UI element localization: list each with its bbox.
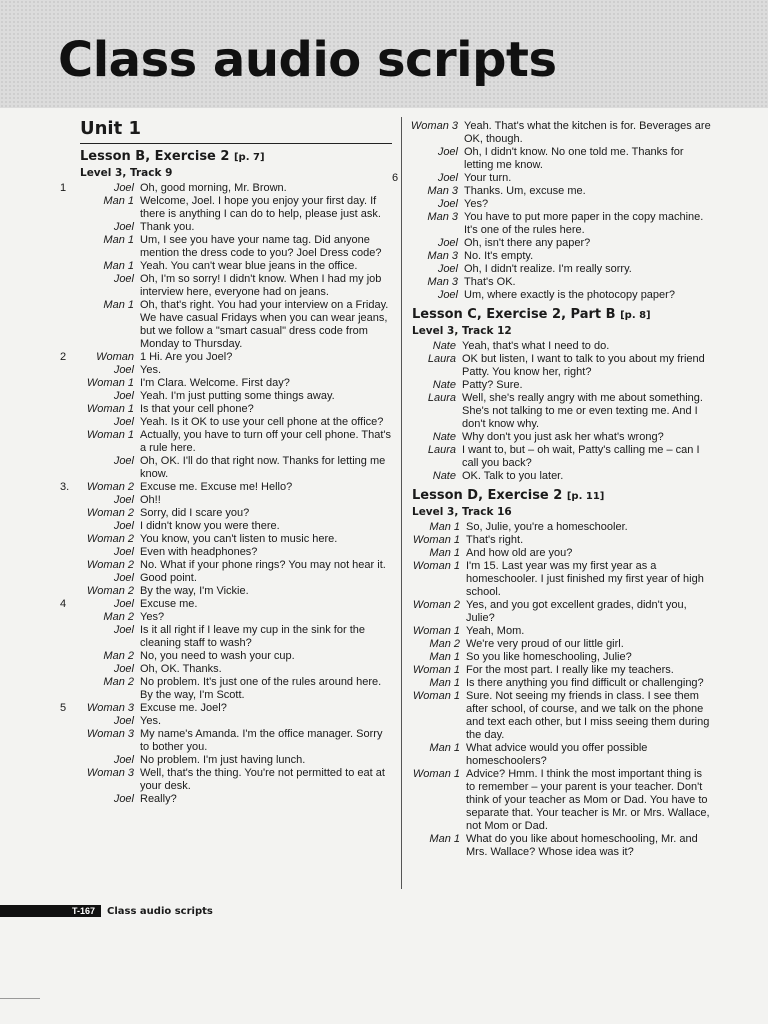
script-line bbox=[80, 507, 392, 520]
dialogue-text: Well, she's really angry with me about something. She's not talking to me or even texting me. And I don't know why. bbox=[462, 392, 703, 430]
speaker-name: Woman 2 bbox=[86, 507, 134, 519]
script-lines bbox=[412, 340, 712, 483]
dialogue-text: Yeah, that's what I need to do. bbox=[462, 340, 610, 352]
script-line bbox=[80, 650, 392, 663]
speaker-name: Man 3 bbox=[427, 250, 458, 262]
speaker-name: Nate bbox=[432, 379, 456, 391]
lesson-heading bbox=[412, 488, 712, 505]
speaker-name: Man 1 bbox=[429, 547, 460, 559]
dialogue-text: That's right. bbox=[466, 534, 524, 546]
dialogue-text: Thank you. bbox=[140, 221, 195, 233]
dialogue-text: Really? bbox=[140, 793, 177, 805]
script-line bbox=[412, 560, 712, 599]
dialogue-text: Oh, good morning, Mr. Brown. bbox=[140, 182, 287, 194]
dialogue-text: Is it all right if I leave my cup in the sink for the cleaning staff to wash? bbox=[140, 624, 365, 649]
script-line bbox=[412, 198, 712, 211]
dialogue-text: Um, I see you have your name tag. Did anyone mention the dress code to you? Joel Dress code? bbox=[140, 234, 382, 259]
dialogue-text: Excuse me. bbox=[140, 598, 198, 610]
title-banner bbox=[0, 0, 768, 108]
line-number: 1 bbox=[60, 182, 67, 194]
speaker-name: Woman 3 bbox=[86, 728, 134, 740]
script-line bbox=[412, 444, 712, 470]
speaker-name: Joel bbox=[113, 572, 134, 584]
script-line bbox=[412, 625, 712, 638]
dialogue-text: No problem. I'm just having lunch. bbox=[140, 754, 306, 766]
lesson-heading bbox=[412, 307, 712, 324]
dialogue-text: By the way, I'm Vickie. bbox=[140, 585, 249, 597]
dialogue-text: Oh, that's right. You had your interview on a Friday. We have casual Fridays when you can wear jeans, but we follow a "smart casual" dress code from Monday to Thursday. bbox=[140, 299, 389, 350]
dialogue-text: OK but listen, I want to talk to you about my friend Patty. You know her, right? bbox=[462, 353, 705, 378]
script-line bbox=[60, 481, 392, 494]
script-line bbox=[80, 793, 392, 806]
dialogue-text: Even with headphones? bbox=[140, 546, 258, 558]
speaker-name: Woman 2 bbox=[86, 585, 134, 597]
script-line bbox=[80, 390, 392, 403]
line-number: 6 bbox=[392, 172, 399, 184]
script-line bbox=[80, 572, 392, 585]
dialogue-text: What advice would you offer possible homeschoolers? bbox=[466, 742, 648, 767]
script-line bbox=[412, 470, 712, 483]
dialogue-text: Is there anything you find difficult or challenging? bbox=[466, 677, 704, 689]
speaker-name: Nate bbox=[432, 340, 456, 352]
speaker-name: Joel bbox=[113, 624, 134, 636]
speaker-name: Man 1 bbox=[103, 234, 134, 246]
speaker-name: Man 2 bbox=[429, 638, 460, 650]
dialogue-text: Advice? Hmm. I think the most important thing is to remember – your parent is your teacher. Don't think of your teacher as Mom or Dad. You have to separate that. Your teacher is Mr. or Mrs. Wallace, not Mom or Dad. bbox=[466, 768, 710, 832]
track-heading: Level 3, Track 12 bbox=[412, 325, 512, 337]
line-number: 2 bbox=[60, 351, 67, 363]
dialogue-text: Um, where exactly is the photocopy paper? bbox=[464, 289, 675, 301]
dialogue-text: And how old are you? bbox=[466, 547, 573, 559]
script-line bbox=[412, 353, 712, 379]
dialogue-text: Oh, OK. Thanks. bbox=[140, 663, 222, 675]
speaker-name: Joel bbox=[113, 715, 134, 727]
script-line bbox=[412, 276, 712, 289]
speaker-name: Man 2 bbox=[103, 650, 134, 662]
script-line bbox=[60, 702, 392, 715]
script-line bbox=[412, 677, 712, 690]
left-column bbox=[60, 118, 392, 806]
speaker-name: Joel bbox=[113, 494, 134, 506]
script-line bbox=[412, 185, 712, 198]
lesson-title: Lesson C, Exercise 2, Part B bbox=[412, 307, 616, 322]
dialogue-text: My name's Amanda. I'm the office manager. Sorry to bother you. bbox=[140, 728, 383, 753]
dialogue-text: Oh, OK. I'll do that right now. Thanks for letting me know. bbox=[140, 455, 386, 480]
script-line bbox=[412, 146, 712, 172]
dialogue-text: Why don't you just ask her what's wrong? bbox=[462, 431, 664, 443]
dialogue-text: Oh, I'm so sorry! I didn't know. When I had my job interview here, everyone had on jeans. bbox=[140, 273, 382, 298]
dialogue-text: Oh, I didn't realize. I'm really sorry. bbox=[464, 263, 632, 275]
dialogue-text: No problem. It's just one of the rules around here. By the way, I'm Scott. bbox=[140, 676, 382, 701]
script-line bbox=[80, 533, 392, 546]
script-line bbox=[80, 611, 392, 624]
lesson-page-ref: [p. 7] bbox=[233, 152, 265, 163]
script-line bbox=[80, 624, 392, 650]
script-line bbox=[80, 585, 392, 598]
speaker-name: Man 1 bbox=[103, 260, 134, 272]
speaker-name: Woman 2 bbox=[412, 599, 460, 611]
page-title: Class audio scripts bbox=[58, 32, 557, 88]
speaker-name: Woman 1 bbox=[412, 625, 460, 637]
speaker-name: Laura bbox=[427, 392, 456, 404]
footer-rule bbox=[0, 998, 40, 999]
speaker-name: Woman 2 bbox=[86, 481, 134, 493]
dialogue-text: Yeah. That's what the kitchen is for. Beverages are OK, though. bbox=[464, 120, 711, 145]
speaker-name: Nate bbox=[432, 431, 456, 443]
speaker-name: Woman 3 bbox=[86, 767, 134, 779]
speaker-name: Man 2 bbox=[103, 676, 134, 688]
script-line bbox=[412, 651, 712, 664]
dialogue-text: Yes, and you got excellent grades, didn't you, Julie? bbox=[466, 599, 687, 624]
dialogue-text: Oh!! bbox=[140, 494, 161, 506]
dialogue-text: I'm Clara. Welcome. First day? bbox=[140, 377, 290, 389]
dialogue-text: Welcome, Joel. I hope you enjoy your first day. If there is anything I can do to help, please just ask. bbox=[140, 195, 381, 220]
dialogue-text: Yes. bbox=[140, 364, 162, 376]
script-line bbox=[80, 299, 392, 351]
speaker-name: Woman 3 bbox=[410, 120, 458, 132]
speaker-name: Woman 1 bbox=[86, 377, 134, 389]
speaker-name: Joel bbox=[113, 663, 134, 675]
speaker-name: Woman 1 bbox=[412, 768, 460, 780]
dialogue-text: Thanks. Um, excuse me. bbox=[464, 185, 586, 197]
dialogue-text: Sure. Not seeing my friends in class. I see them after school, of course, and we talk on the phone and text each other, but I miss seeing them during the day. bbox=[466, 690, 710, 741]
script-line bbox=[80, 377, 392, 390]
speaker-name: Joel bbox=[113, 546, 134, 558]
script-line bbox=[80, 728, 392, 754]
script-line bbox=[80, 273, 392, 299]
dialogue-text: You know, you can't listen to music here. bbox=[140, 533, 338, 545]
script-line bbox=[80, 364, 392, 377]
line-number: 3. bbox=[60, 481, 70, 493]
script-line bbox=[60, 598, 392, 611]
script-line bbox=[412, 664, 712, 677]
script-line bbox=[60, 351, 392, 364]
speaker-name: Woman 2 bbox=[86, 559, 134, 571]
script-line bbox=[412, 599, 712, 625]
script-line bbox=[60, 182, 392, 195]
dialogue-text: Yes? bbox=[464, 198, 489, 210]
dialogue-text: Yes? bbox=[140, 611, 165, 623]
column-divider bbox=[401, 117, 402, 889]
script-line bbox=[412, 768, 712, 833]
dialogue-text: 1 Hi. Are you Joel? bbox=[140, 351, 233, 363]
line-number: 5 bbox=[60, 702, 67, 714]
script-line bbox=[80, 546, 392, 559]
dialogue-text: So you like homeschooling, Julie? bbox=[466, 651, 632, 663]
script-line bbox=[80, 559, 392, 572]
dialogue-text: Oh, I didn't know. No one told me. Thanks for letting me know. bbox=[464, 146, 684, 171]
dialogue-text: That's OK. bbox=[464, 276, 516, 288]
script-line bbox=[392, 172, 712, 185]
track-heading: Level 3, Track 9 bbox=[80, 167, 173, 179]
dialogue-text: What do you like about homeschooling, Mr. and Mrs. Wallace? Whose idea was it? bbox=[466, 833, 698, 858]
speaker-name: Joel bbox=[113, 390, 134, 402]
dialogue-text: Well, that's the thing. You're not permitted to eat at your desk. bbox=[140, 767, 385, 792]
script-lines bbox=[412, 521, 712, 859]
speaker-name: Woman 3 bbox=[86, 702, 134, 714]
speaker-name: Joel bbox=[113, 754, 134, 766]
speaker-name: Joel bbox=[113, 793, 134, 805]
speaker-name: Joel bbox=[113, 221, 134, 233]
script-line bbox=[80, 767, 392, 793]
speaker-name: Man 1 bbox=[429, 521, 460, 533]
speaker-name: Man 1 bbox=[429, 833, 460, 845]
script-line bbox=[80, 663, 392, 676]
speaker-name: Woman 1 bbox=[412, 534, 460, 546]
dialogue-text: I want to, but – oh wait, Patty's calling me – can I call you back? bbox=[462, 444, 700, 469]
script-line bbox=[412, 521, 712, 534]
dialogue-text: Actually, you have to turn off your cell phone. That's a rule here. bbox=[140, 429, 391, 454]
speaker-name: Woman bbox=[96, 351, 134, 363]
speaker-name: Joel bbox=[437, 263, 458, 275]
speaker-name: Joel bbox=[113, 598, 134, 610]
script-line bbox=[80, 403, 392, 416]
speaker-name: Man 1 bbox=[429, 677, 460, 689]
speaker-name: Joel bbox=[113, 520, 134, 532]
speaker-name: Man 3 bbox=[427, 211, 458, 223]
speaker-name: Man 1 bbox=[429, 742, 460, 754]
dialogue-text: No. It's empty. bbox=[464, 250, 534, 262]
speaker-name: Man 3 bbox=[427, 185, 458, 197]
script-line bbox=[80, 260, 392, 273]
lesson-heading bbox=[80, 149, 392, 166]
unit-heading: Unit 1 bbox=[80, 118, 392, 144]
speaker-name: Nate bbox=[432, 470, 456, 482]
script-line bbox=[412, 379, 712, 392]
script-line bbox=[412, 833, 712, 859]
speaker-name: Joel bbox=[113, 273, 134, 285]
script-line bbox=[412, 392, 712, 431]
speaker-name: Joel bbox=[437, 146, 458, 158]
script-lines bbox=[60, 182, 392, 806]
script-line bbox=[80, 416, 392, 429]
script-line bbox=[80, 221, 392, 234]
dialogue-text: Yeah. You can't wear blue jeans in the office. bbox=[140, 260, 358, 272]
script-line bbox=[412, 547, 712, 560]
script-line bbox=[412, 742, 712, 768]
speaker-name: Man 1 bbox=[103, 195, 134, 207]
script-line bbox=[412, 120, 712, 146]
speaker-name: Woman 1 bbox=[412, 664, 460, 676]
dialogue-text: I'm 15. Last year was my first year as a homeschooler. I just finished my first year of high school. bbox=[466, 560, 704, 598]
dialogue-text: Sorry, did I scare you? bbox=[140, 507, 250, 519]
right-column bbox=[392, 120, 712, 859]
speaker-name: Joel bbox=[437, 172, 458, 184]
footer-label: Class audio scripts bbox=[107, 905, 213, 917]
dialogue-text: We're very proud of our little girl. bbox=[466, 638, 624, 650]
script-line bbox=[80, 429, 392, 455]
page-number: T-167 bbox=[0, 905, 101, 917]
dialogue-text: Yeah. I'm just putting some things away. bbox=[140, 390, 335, 402]
lesson-title: Lesson D, Exercise 2 bbox=[412, 488, 563, 503]
speaker-name: Woman 2 bbox=[86, 533, 134, 545]
script-line bbox=[80, 455, 392, 481]
dialogue-text: Excuse me. Excuse me! Hello? bbox=[140, 481, 293, 493]
speaker-name: Joel bbox=[437, 237, 458, 249]
dialogue-text: Is that your cell phone? bbox=[140, 403, 254, 415]
lesson-page-ref: [p. 11] bbox=[566, 491, 605, 502]
script-lines bbox=[392, 120, 712, 302]
lesson-title: Lesson B, Exercise 2 bbox=[80, 149, 230, 164]
speaker-name: Laura bbox=[427, 444, 456, 456]
script-line bbox=[412, 250, 712, 263]
track-heading: Level 3, Track 16 bbox=[412, 506, 512, 518]
speaker-name: Joel bbox=[113, 182, 134, 194]
speaker-name: Joel bbox=[113, 364, 134, 376]
speaker-name: Man 1 bbox=[429, 651, 460, 663]
speaker-name: Joel bbox=[437, 289, 458, 301]
script-line bbox=[80, 754, 392, 767]
dialogue-text: OK. Talk to you later. bbox=[462, 470, 564, 482]
speaker-name: Woman 1 bbox=[86, 429, 134, 441]
script-line bbox=[412, 263, 712, 276]
speaker-name: Man 1 bbox=[103, 299, 134, 311]
script-line bbox=[412, 340, 712, 353]
dialogue-text: Excuse me. Joel? bbox=[140, 702, 227, 714]
script-line bbox=[80, 520, 392, 533]
dialogue-text: No, you need to wash your cup. bbox=[140, 650, 295, 662]
dialogue-text: For the most part. I really like my teachers. bbox=[466, 664, 674, 676]
script-line bbox=[412, 534, 712, 547]
script-line bbox=[412, 638, 712, 651]
script-line bbox=[80, 494, 392, 507]
script-line bbox=[80, 715, 392, 728]
script-line bbox=[80, 234, 392, 260]
script-line bbox=[412, 690, 712, 742]
dialogue-text: I didn't know you were there. bbox=[140, 520, 280, 532]
dialogue-text: Your turn. bbox=[464, 172, 512, 184]
speaker-name: Woman 1 bbox=[86, 403, 134, 415]
speaker-name: Woman 1 bbox=[412, 690, 460, 702]
line-number: 4 bbox=[60, 598, 67, 610]
page-footer bbox=[0, 904, 213, 918]
dialogue-text: Patty? Sure. bbox=[462, 379, 523, 391]
dialogue-text: Good point. bbox=[140, 572, 197, 584]
speaker-name: Man 3 bbox=[427, 276, 458, 288]
speaker-name: Man 2 bbox=[103, 611, 134, 623]
dialogue-text: You have to put more paper in the copy machine. It's one of the rules here. bbox=[464, 211, 704, 236]
script-line bbox=[412, 211, 712, 237]
speaker-name: Woman 1 bbox=[412, 560, 460, 572]
dialogue-text: No. What if your phone rings? You may not hear it. bbox=[140, 559, 386, 571]
script-line bbox=[412, 431, 712, 444]
script-line bbox=[80, 195, 392, 221]
dialogue-text: Oh, isn't there any paper? bbox=[464, 237, 591, 249]
dialogue-text: So, Julie, you're a homeschooler. bbox=[466, 521, 628, 533]
speaker-name: Laura bbox=[427, 353, 456, 365]
dialogue-text: Yes. bbox=[140, 715, 162, 727]
dialogue-text: Yeah, Mom. bbox=[466, 625, 525, 637]
script-line bbox=[412, 237, 712, 250]
dialogue-text: Yeah. Is it OK to use your cell phone at the office? bbox=[140, 416, 384, 428]
script-line bbox=[412, 289, 712, 302]
speaker-name: Joel bbox=[113, 416, 134, 428]
script-line bbox=[80, 676, 392, 702]
lesson-page-ref: [p. 8] bbox=[620, 310, 651, 321]
speaker-name: Joel bbox=[437, 198, 458, 210]
speaker-name: Joel bbox=[113, 455, 134, 467]
